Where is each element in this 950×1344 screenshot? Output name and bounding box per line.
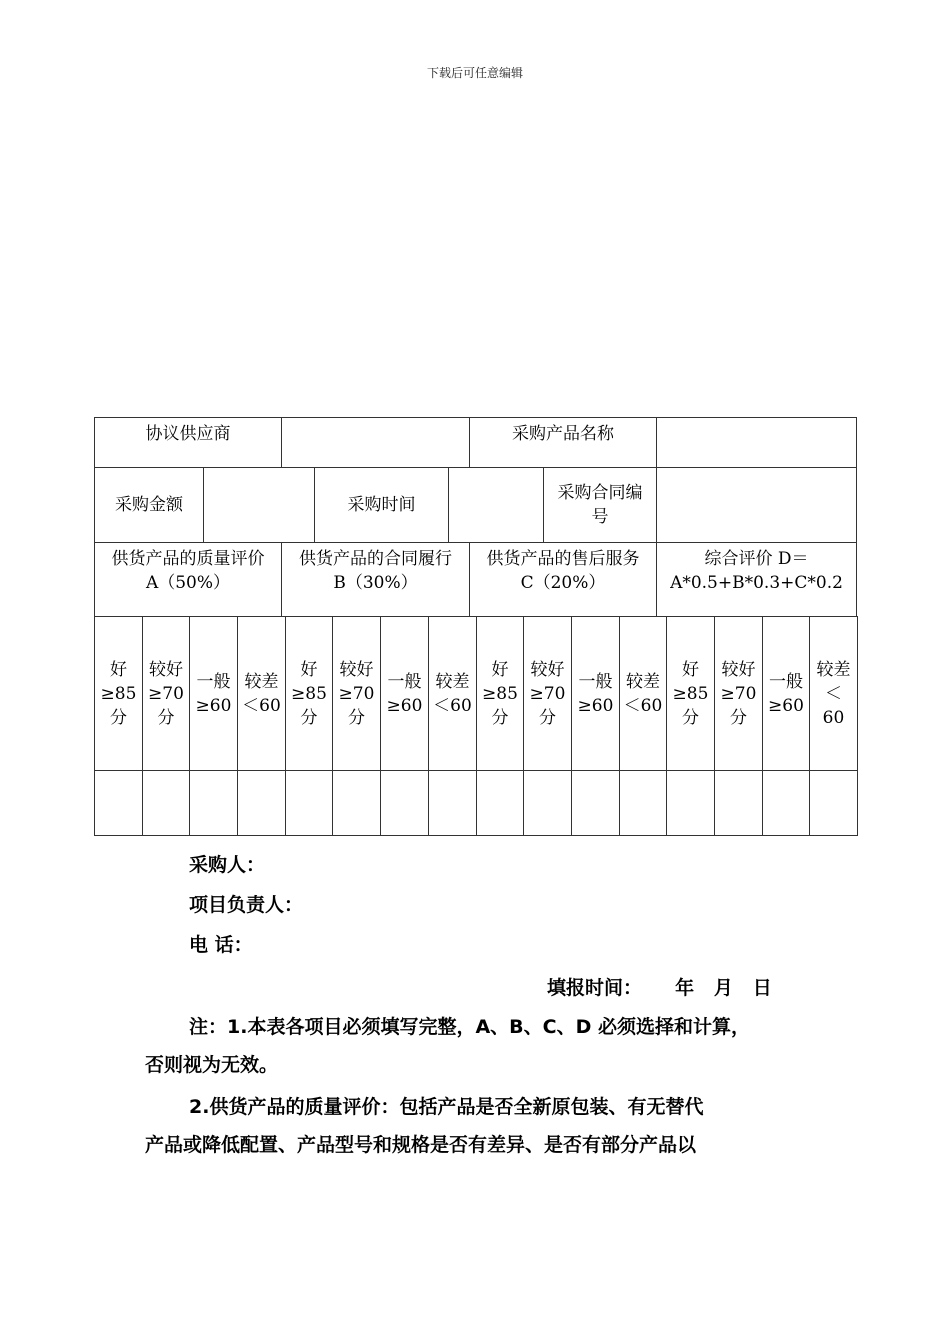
- grade-header-cell: [285, 616, 333, 771]
- grade-header-cell: [666, 616, 715, 771]
- grade-header-cell: [523, 616, 572, 771]
- grade-header-text: 好 ≥85 分: [482, 659, 518, 728]
- supplier-value[interactable]: [281, 417, 470, 468]
- grade-header-text: 较差 ＜60: [242, 671, 281, 716]
- grade-header-cell: [476, 616, 524, 771]
- grade-header-cell: [94, 616, 143, 771]
- grade-header-cell: [762, 616, 810, 771]
- purchaser-label: 采购人：: [189, 854, 266, 876]
- grade-header-text: 一般 ≥60: [577, 671, 614, 716]
- grade-input-cell[interactable]: [237, 770, 286, 836]
- contract-performance-header: 供货产品的合同履行 B（30%）: [281, 542, 470, 617]
- note-2-line-1: 2.供货产品的质量评价：包括产品是否全新原包装、有无替代: [189, 1096, 704, 1118]
- amount-value[interactable]: [203, 467, 315, 543]
- grade-header-cell: [714, 616, 763, 771]
- grade-header-cell: [619, 616, 667, 771]
- overall-evaluation-header: 综合评价 D＝ A*0.5+B*0.3+C*0.2: [656, 542, 857, 617]
- grade-header-cell: [571, 616, 620, 771]
- header-note: 下载后可任意编辑: [426, 66, 523, 80]
- evaluation-table: [94, 417, 857, 836]
- grade-input-cell[interactable]: [714, 770, 763, 836]
- supplier-label: 协议供应商: [94, 417, 282, 468]
- grade-header-text: 较好 ≥70 分: [148, 659, 184, 728]
- grade-header-cell: [189, 616, 238, 771]
- grade-header-text: 较差 ＜60: [433, 671, 472, 716]
- grade-input-cell[interactable]: [666, 770, 715, 836]
- grade-header-text: 好 ≥85 分: [100, 659, 137, 728]
- grade-header-text: 一般 ≥60: [195, 671, 232, 716]
- grade-header-cell: [380, 616, 429, 771]
- grade-input-cell[interactable]: [428, 770, 477, 836]
- grade-header-text: 较差 ＜60: [623, 671, 663, 716]
- amount-label: 采购金额: [94, 467, 204, 543]
- grade-input-cell[interactable]: [809, 770, 858, 836]
- grade-header-text: 较好 ≥70 分: [529, 659, 566, 728]
- note-1-line-1: 注：1.本表各项目必须填写完整，A、B、C、D 必须选择和计算，: [189, 1016, 750, 1038]
- grade-input-cell[interactable]: [332, 770, 381, 836]
- purchase-time-value[interactable]: [448, 467, 544, 543]
- grade-input-cell[interactable]: [94, 770, 143, 836]
- grade-header-text: 好 ≥85 分: [672, 659, 709, 728]
- grade-header-cell: [809, 616, 858, 771]
- contract-no-value[interactable]: [656, 467, 857, 543]
- product-name-value[interactable]: [656, 417, 857, 468]
- grade-input-cell[interactable]: [285, 770, 333, 836]
- product-name-label: 采购产品名称: [469, 417, 657, 468]
- grade-header-text: 较好 ≥70 分: [338, 659, 375, 728]
- grade-header-cell: [237, 616, 286, 771]
- grade-input-cell[interactable]: [189, 770, 238, 836]
- contract-no-label: 采购合同编 号: [543, 467, 657, 543]
- project-lead-label: 项目负责人：: [189, 894, 304, 916]
- grade-header-text: 一般 ≥60: [768, 671, 804, 716]
- grade-header-cell: [428, 616, 477, 771]
- note-2-line-2: 产品或降低配置、产品型号和规格是否有差异、是否有部分产品以: [145, 1134, 697, 1156]
- grade-input-cell[interactable]: [619, 770, 667, 836]
- grade-header-text: 较好 ≥70 分: [720, 659, 757, 728]
- purchase-time-label: 采购时间: [314, 467, 449, 543]
- fill-date: 填报时间： 年 月 日: [547, 977, 772, 999]
- phone-label: 电 话：: [189, 934, 253, 956]
- grade-input-cell[interactable]: [380, 770, 429, 836]
- grade-input-cell[interactable]: [571, 770, 620, 836]
- after-sales-header: 供货产品的售后服务 C（20%）: [469, 542, 657, 617]
- grade-header-cell: [142, 616, 190, 771]
- note-1-line-2: 否则视为无效。: [145, 1054, 279, 1076]
- grade-input-cell[interactable]: [523, 770, 572, 836]
- grade-header-text: 好 ≥85 分: [291, 659, 327, 728]
- grade-input-cell[interactable]: [762, 770, 810, 836]
- quality-evaluation-header: 供货产品的质量评价 A（50%）: [94, 542, 282, 617]
- grade-header-text: 较差＜ 60: [816, 659, 851, 728]
- grade-header-cell: [332, 616, 381, 771]
- grade-header-text: 一般 ≥60: [386, 671, 423, 716]
- grade-input-cell[interactable]: [142, 770, 190, 836]
- grade-input-cell[interactable]: [476, 770, 524, 836]
